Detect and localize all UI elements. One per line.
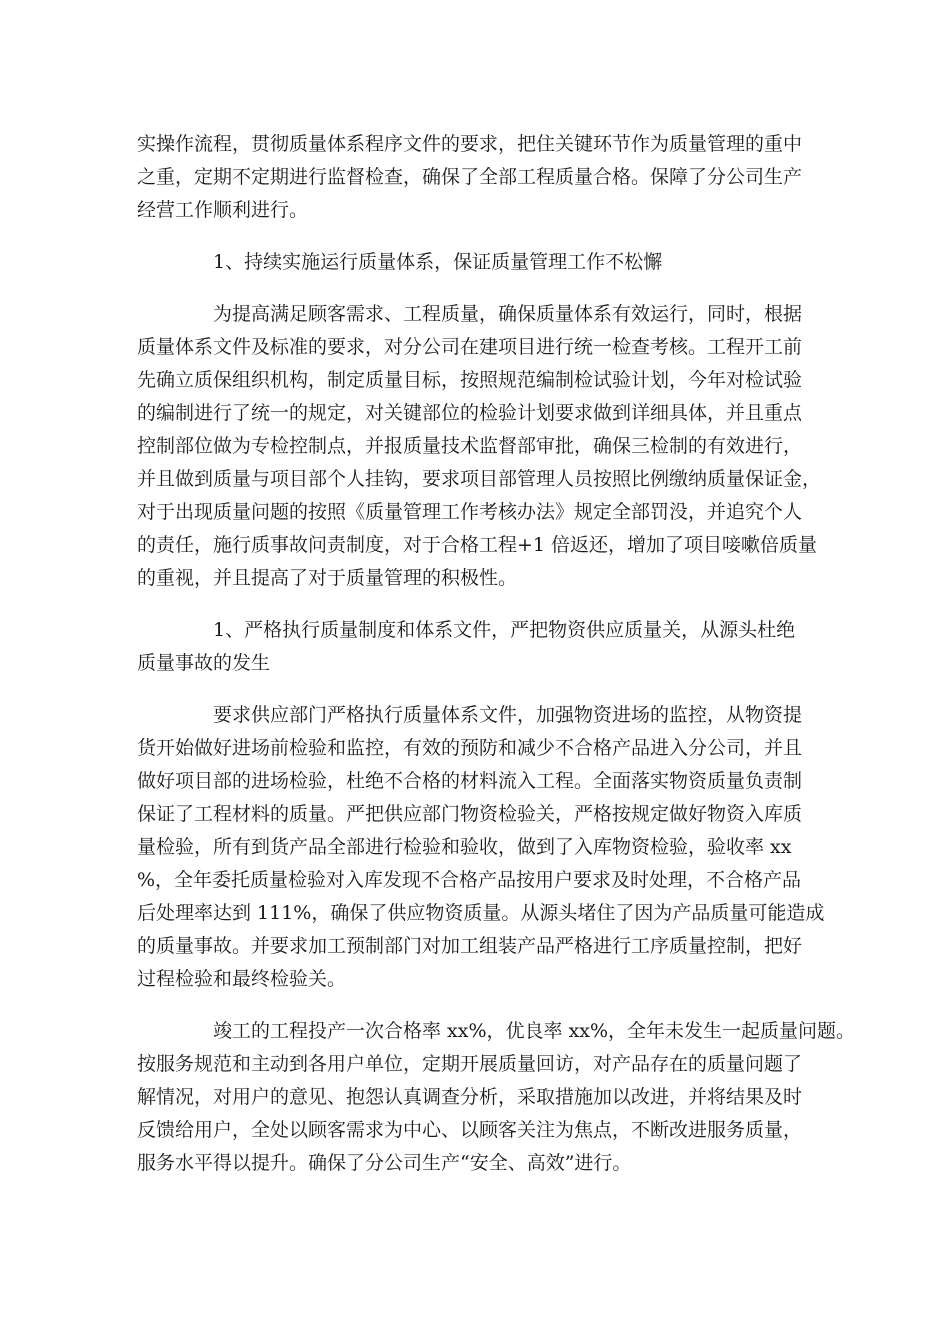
- text-line: 的质量事故。并要求加工预制部门对加工组装产品严格进行工序质量控制，把好: [137, 935, 803, 957]
- paragraph: [137, 298, 837, 595]
- paragraph: [137, 1015, 856, 1180]
- text-line: 并且做到质量与项目部个人挂钩，要求项目部管理人员按照比例缴纳质量保证金，: [137, 468, 822, 490]
- text-line: 服务水平得以提升。确保了分公司生产“安全、高效”进行。: [137, 1152, 632, 1174]
- text-line: 质量体系文件及标准的要求，对分公司在建项目进行统一检查考核。工程开工前: [137, 336, 803, 358]
- text-line: 为提高满足顾客需求、工程质量，确保质量体系有效运行，同时，根据: [213, 303, 803, 325]
- text-line: 过程检验和最终检验关。: [137, 968, 347, 990]
- text-line: 对于出现质量问题的按照《质量管理工作考核办法》规定全部罚没，并追究个人: [137, 501, 803, 523]
- document-body: [137, 128, 856, 1180]
- text-line: 按服务规范和主动到各用户单位，定期开展质量回访，对产品存在的质量问题了: [137, 1053, 803, 1075]
- text-line: 的责任，施行质事故问责制度，对于合格工程+1 倍返还，增加了项目唼嗽倍质量: [137, 534, 818, 556]
- text-line: 经营工作顺利进行。: [137, 199, 309, 221]
- section-heading: [137, 246, 837, 279]
- text-line: 后处理率达到 111%，确保了供应物资质量。从源头堵住了因为产品质量可能造成: [137, 902, 825, 924]
- text-line: 的编制进行了统一的规定，对关键部位的检验计划要求做到详细具体，并且重点: [137, 402, 803, 424]
- text-line: 解情况，对用户的意见、抱怨认真调查分析，采取措施加以改进，并将结果及时: [137, 1086, 803, 1108]
- paragraph-continuation: [137, 128, 837, 227]
- text-line: 的重视，并且提高了对于质量管理的积极性。: [137, 567, 518, 589]
- text-line: 实操作流程，贯彻质量体系程序文件的要求，把住关键环节作为质量管理的重中: [137, 133, 803, 155]
- text-line: 要求供应部门严格执行质量体系文件，加强物资进场的监控，从物资提: [213, 704, 803, 726]
- heading-line: 1、严格执行质量制度和体系文件，严把物资供应质量关，从源头杜绝: [213, 619, 796, 641]
- text-line: 竣工的工程投产一次合格率 xx%，优良率 xx%，全年未发生一起质量问题。: [213, 1020, 856, 1042]
- section-heading: [137, 614, 837, 680]
- text-line: 货开始做好进场前检验和监控，有效的预防和减少不合格产品进入分公司，并且: [137, 737, 803, 759]
- text-line: 控制部位做为专检控制点，并报质量技术监督部审批，确保三检制的有效进行，: [137, 435, 803, 457]
- text-line: 反馈给用户，全处以顾客需求为中心、以顾客关注为焦点，不断改进服务质量，: [137, 1119, 803, 1141]
- text-line: 之重，定期不定期进行监督检查，确保了全部工程质量合格。保障了分公司生产: [137, 166, 803, 188]
- text-line: %，全年委托质量检验对入库发现不合格产品按用户要求及时处理，不合格产品: [137, 869, 802, 891]
- heading-line: 质量事故的发生: [137, 652, 271, 674]
- text-line: 量检验，所有到货产品全部进行检验和验收，做到了入库物资检验，验收率 xx: [137, 836, 792, 858]
- text-line: 先确立质保组织机构，制定质量目标，按照规范编制检试验计划，今年对检试验: [137, 369, 803, 391]
- paragraph: [137, 699, 837, 996]
- heading-line: 1、持续实施运行质量体系，保证质量管理工作不松懈: [213, 251, 663, 273]
- text-line: 做好项目部的进场检验，杜绝不合格的材料流入工程。全面落实物资质量负责制: [137, 770, 803, 792]
- text-line: 保证了工程材料的质量。严把供应部门物资检验关，严格按规定做好物资入库质: [137, 803, 803, 825]
